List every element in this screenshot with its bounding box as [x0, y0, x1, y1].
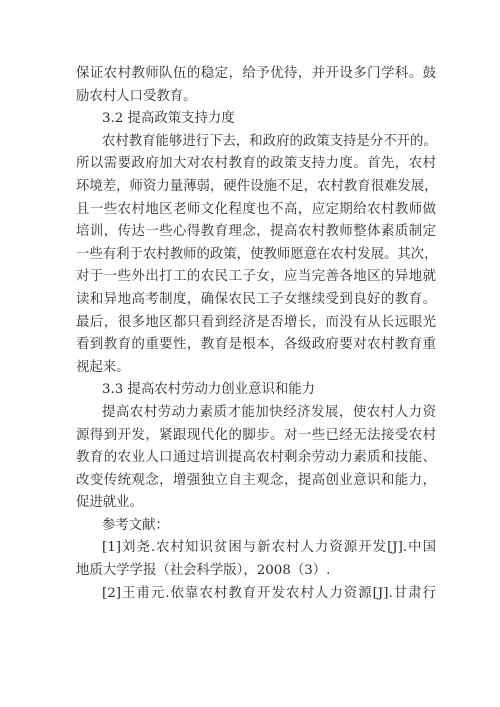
text-line: 励农村人口受教育。	[76, 88, 197, 104]
section-heading-3-3: 3.3 提高农村劳动力创业意识和能力	[102, 382, 316, 398]
paragraph-policy-support	[76, 131, 436, 380]
text-line: 一些有利于农村教师的政策，使教师愿意在农村发展。其次，	[76, 246, 438, 262]
text-line: 教育的农业人口通过培训提高农村剩余劳动力素质和技能、	[76, 450, 436, 466]
text-line: 保证农村教师队伍的稳定，给予优待，并开设多门学科。鼓	[76, 66, 436, 81]
text-line: 对于一些外出打工的农民工子女，应当完善各地区的异地就	[76, 269, 436, 285]
text-line: 所以需要政府加大对农村教育的政策支持力度。首先，农村	[76, 156, 436, 172]
text-line: 环境差，师资力量薄弱，硬件设施不足，农村教育很难发展，	[76, 178, 438, 194]
paragraph-teacher-stability	[76, 63, 436, 108]
text-line: 地质大学学报（社会科学版），2008（3）.	[76, 563, 331, 579]
text-line: 看到教育的重要性，教育是根本，各级政府要对农村教育重	[76, 337, 436, 353]
text-line: 最后，很多地区都只看到经济是否增长，而没有从长远眼光	[76, 314, 436, 330]
text-line: 且一些农村地区老师文化程度也不高，应定期给农村教师做	[76, 201, 436, 217]
reference-item-1	[76, 537, 436, 582]
text-line: 促进就业。	[76, 495, 143, 511]
document-body	[76, 63, 436, 605]
text-line: 源得到开发，紧跟现代化的脚步。对一些已经无法接受农村	[76, 427, 436, 443]
text-line: 读和异地高考制度，确保农民工子女继续受到良好的教育。	[76, 291, 436, 307]
reference-item-2	[76, 583, 436, 606]
text-line: [1]刘尧.农村知识贫困与新农村人力资源开发[J].中国	[102, 540, 436, 556]
text-line: 提高农村劳动力素质才能加快经济发展，使农村人力资	[102, 404, 436, 420]
text-line: 培训，传达一些心得教育理念，提高农村教师整体素质制定	[76, 224, 436, 240]
paragraph-entrepreneurship	[76, 402, 436, 515]
text-line: [2]王甫元.依靠农村教育开发农村人力资源[J].甘肃行	[102, 585, 436, 601]
text-line: 改变传统观念，增强独立自主观念，提高创业意识和能力，	[76, 472, 436, 488]
references-heading: 参考文献：	[102, 517, 169, 533]
section-heading-3-2: 3.2 提高政策支持力度	[102, 111, 235, 127]
text-line: 农村教育能够进行下去，和政府的政策支持是分不开的。	[102, 133, 437, 149]
text-line: 视起来。	[76, 359, 130, 375]
